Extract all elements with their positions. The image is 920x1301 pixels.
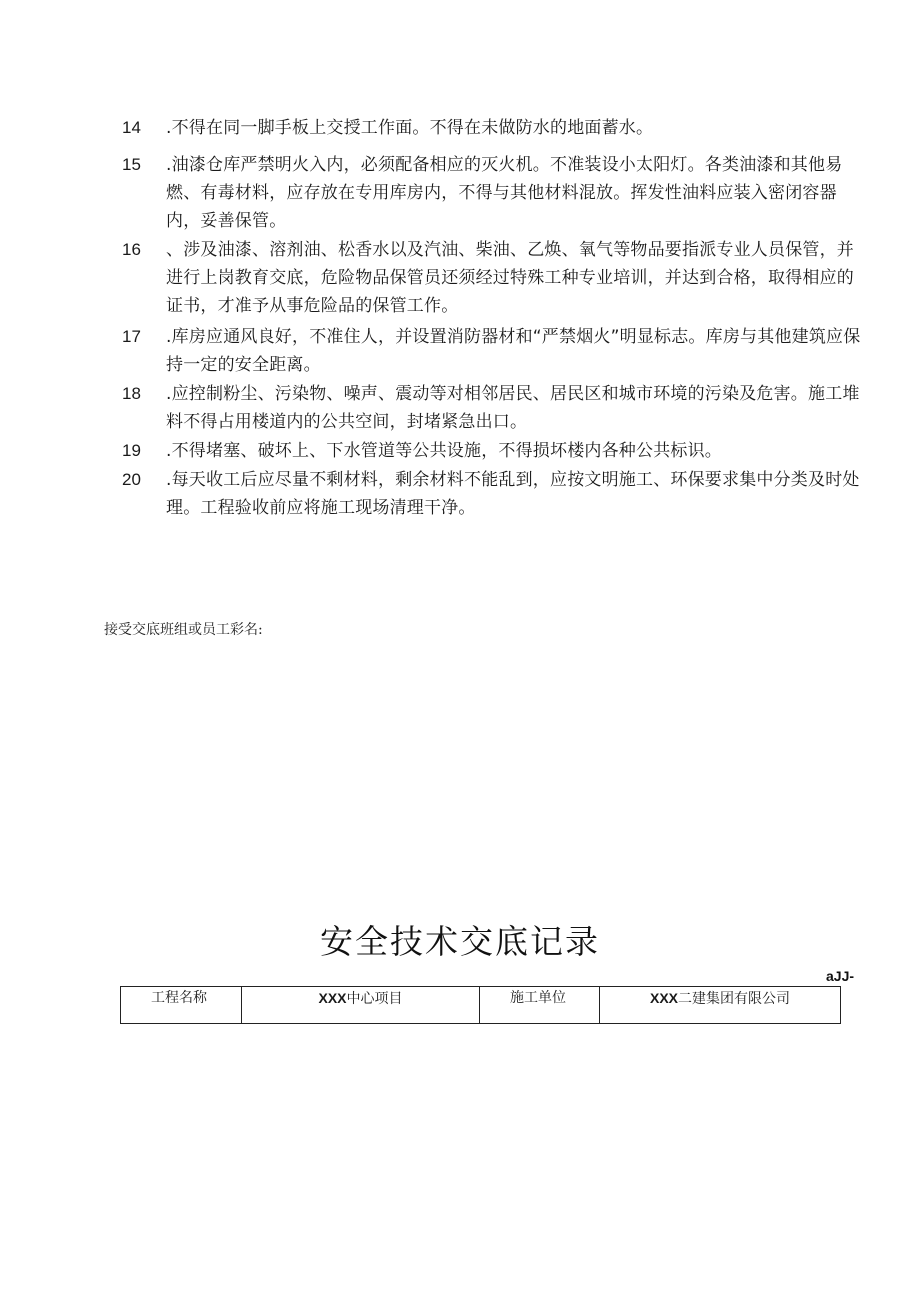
item-number: 16 <box>122 240 141 259</box>
list-item <box>122 466 862 522</box>
page-title: 安全技术交底记录 <box>320 922 600 961</box>
item-number: 14 <box>122 118 141 137</box>
item-text: .库房应通风良好，不准住人，并设置消防器材和“严禁烟火”明显标志。库房与其他建筑应保持一定的安全距离。 <box>166 327 861 375</box>
item-number: 15 <box>122 155 141 174</box>
construction-unit-value <box>600 987 841 1024</box>
item-text: .油漆仓库严禁明火入内，必须配备相应的灭火机。不准装设小太阳灯。各类油漆和其他易燃、有毒材料，应存放在专用库房内，不得与其他材料混放。挥发性油料应装入密闭容器内，妥善保管。 <box>166 155 843 231</box>
list-item <box>122 151 862 235</box>
item-number: 19 <box>122 441 141 460</box>
item-number: 18 <box>122 384 141 403</box>
list-item <box>122 437 862 465</box>
signature-label: 接受交底班组或员工彩名: <box>104 622 263 638</box>
construction-unit-suffix: 二建集团有限公司 <box>678 991 790 1007</box>
item-number: 20 <box>122 470 141 489</box>
item-number: 17 <box>122 327 141 346</box>
list-item <box>122 114 862 142</box>
project-name-prefix: XXX <box>318 990 347 1006</box>
item-text: .不得在同一脚手板上交授工作面。不得在未做防水的地面蓄水。 <box>166 118 654 138</box>
construction-unit-label: 施工单位 <box>480 987 600 1024</box>
table-row <box>121 987 841 1024</box>
construction-unit-prefix: XXX <box>649 990 678 1006</box>
list-item <box>122 380 862 436</box>
list-item <box>122 323 862 379</box>
project-name-label: 工程名称 <box>121 987 242 1024</box>
item-text: .不得堵塞、破坏上、下水管道等公共设施，不得损坏楼内各种公共标识。 <box>166 441 723 461</box>
list-item <box>122 236 862 320</box>
item-text: 、涉及油漆、溶剂油、松香水以及汽油、柴油、乙焕、氧气等物品要指派专业人员保管，并进行上岗教育交底，危险物品保管员还须经过特殊工种专业培训，并达到合格，取得相应的证书，才准予从事危险品的保管工作。 <box>166 240 854 316</box>
project-name-value <box>242 987 480 1024</box>
project-name-suffix: 中心项目 <box>346 991 403 1007</box>
item-text: .应控制粉尘、污染物、噪声、震动等对相邻居民、居民区和城市环境的污染及危害。施工堆料不得占用楼道内的公共空间，封堵紧急出口。 <box>166 384 860 432</box>
item-text: .每天收工后应尽量不剩材料，剩余材料不能乱到，应按文明施工、环保要求集中分类及时处理。工程验收前应将施工现场清理干净。 <box>166 470 860 518</box>
document-code: aJJ- <box>826 968 855 984</box>
record-info-table <box>120 986 841 1024</box>
